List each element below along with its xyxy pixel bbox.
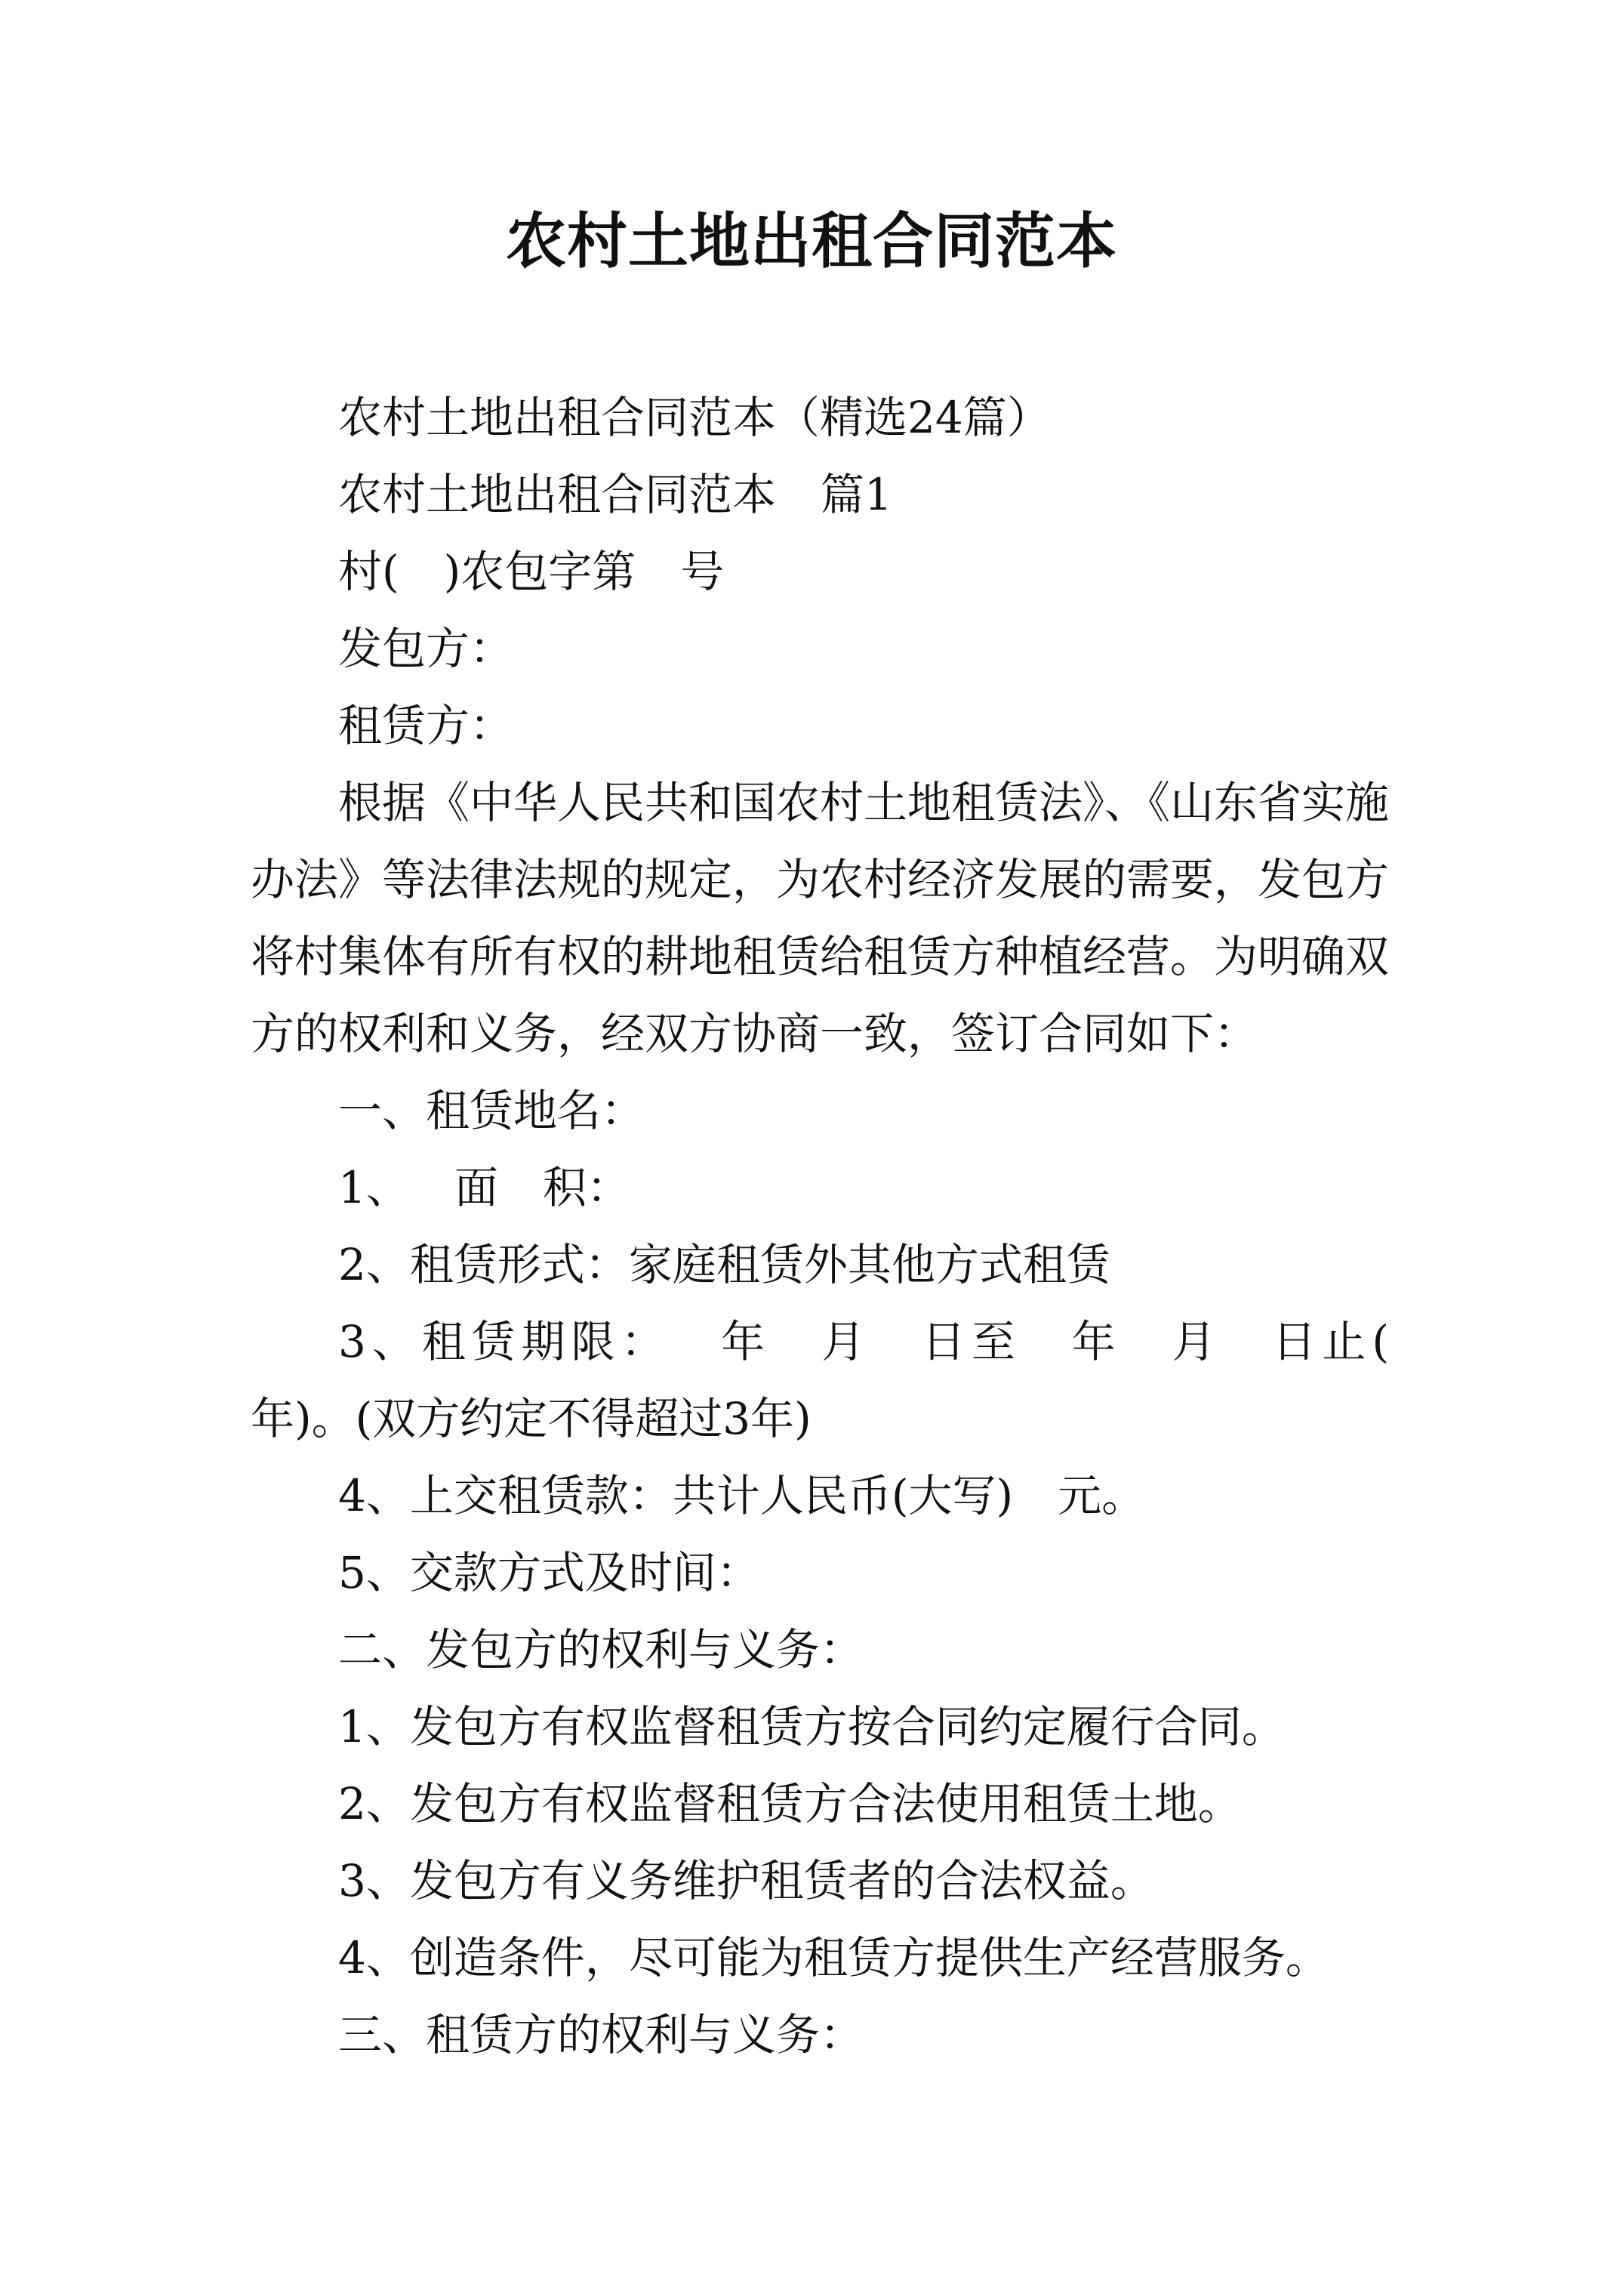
section-2-item-1: 1、发包方有权监督租赁方按合同约定履行合同。 <box>338 1701 1286 1752</box>
collection-heading: 农村土地出租合同范本（精选24篇） <box>338 392 1051 443</box>
party-a-label: 发包方： <box>338 623 514 674</box>
preamble-paragraph: 根据《中华人民共和国农村土地租赁法》、《山东省实施办法》等法律法规的规定，为农村经济发展的需要，发包方将村集体有所有权的耕地租赁给租赁方种植经营。为明确双方的权利和义务，经双方协商一致，签订合同如下： <box>251 777 1390 1059</box>
section-1-item-form: 2、租赁形式：家庭租赁外其他方式租赁 <box>338 1239 1110 1290</box>
contract-number: 村( )农包字第 号 <box>338 546 725 597</box>
section-1-item-payment: 4、上交租赁款：共计人民币(大写) 元。 <box>338 1470 1146 1521</box>
section-2-item-3: 3、发包方有义务维护租赁者的合法权益。 <box>338 1855 1154 1906</box>
section-1-item-area: 1、 面 积： <box>338 1162 630 1213</box>
section-2-heading: 二、发包方的权利与义务： <box>338 1624 864 1675</box>
section-1-heading: 一、租赁地名： <box>338 1085 645 1136</box>
section-1-item-payment-method: 5、交款方式及时间： <box>338 1547 760 1598</box>
document-body <box>251 379 1434 2073</box>
section-3-heading: 三、租赁方的权利与义务： <box>338 2009 864 2060</box>
section-2-item-4: 4、创造条件，尽可能为租赁方提供生产经营服务。 <box>338 1932 1329 1983</box>
section-2-item-2: 2、发包方有权监督租赁方合法使用租赁土地。 <box>338 1778 1242 1829</box>
document-title: 农村土地出租合同范本 <box>506 205 1117 276</box>
section-1-item-term: 3、租赁期限： 年 月 日至 年 月 日止( 年)。(双方约定不得超过3年) <box>251 1316 1434 1444</box>
article-heading: 农村土地出租合同范本 篇1 <box>338 469 892 520</box>
party-b-label: 租赁方： <box>338 700 514 751</box>
